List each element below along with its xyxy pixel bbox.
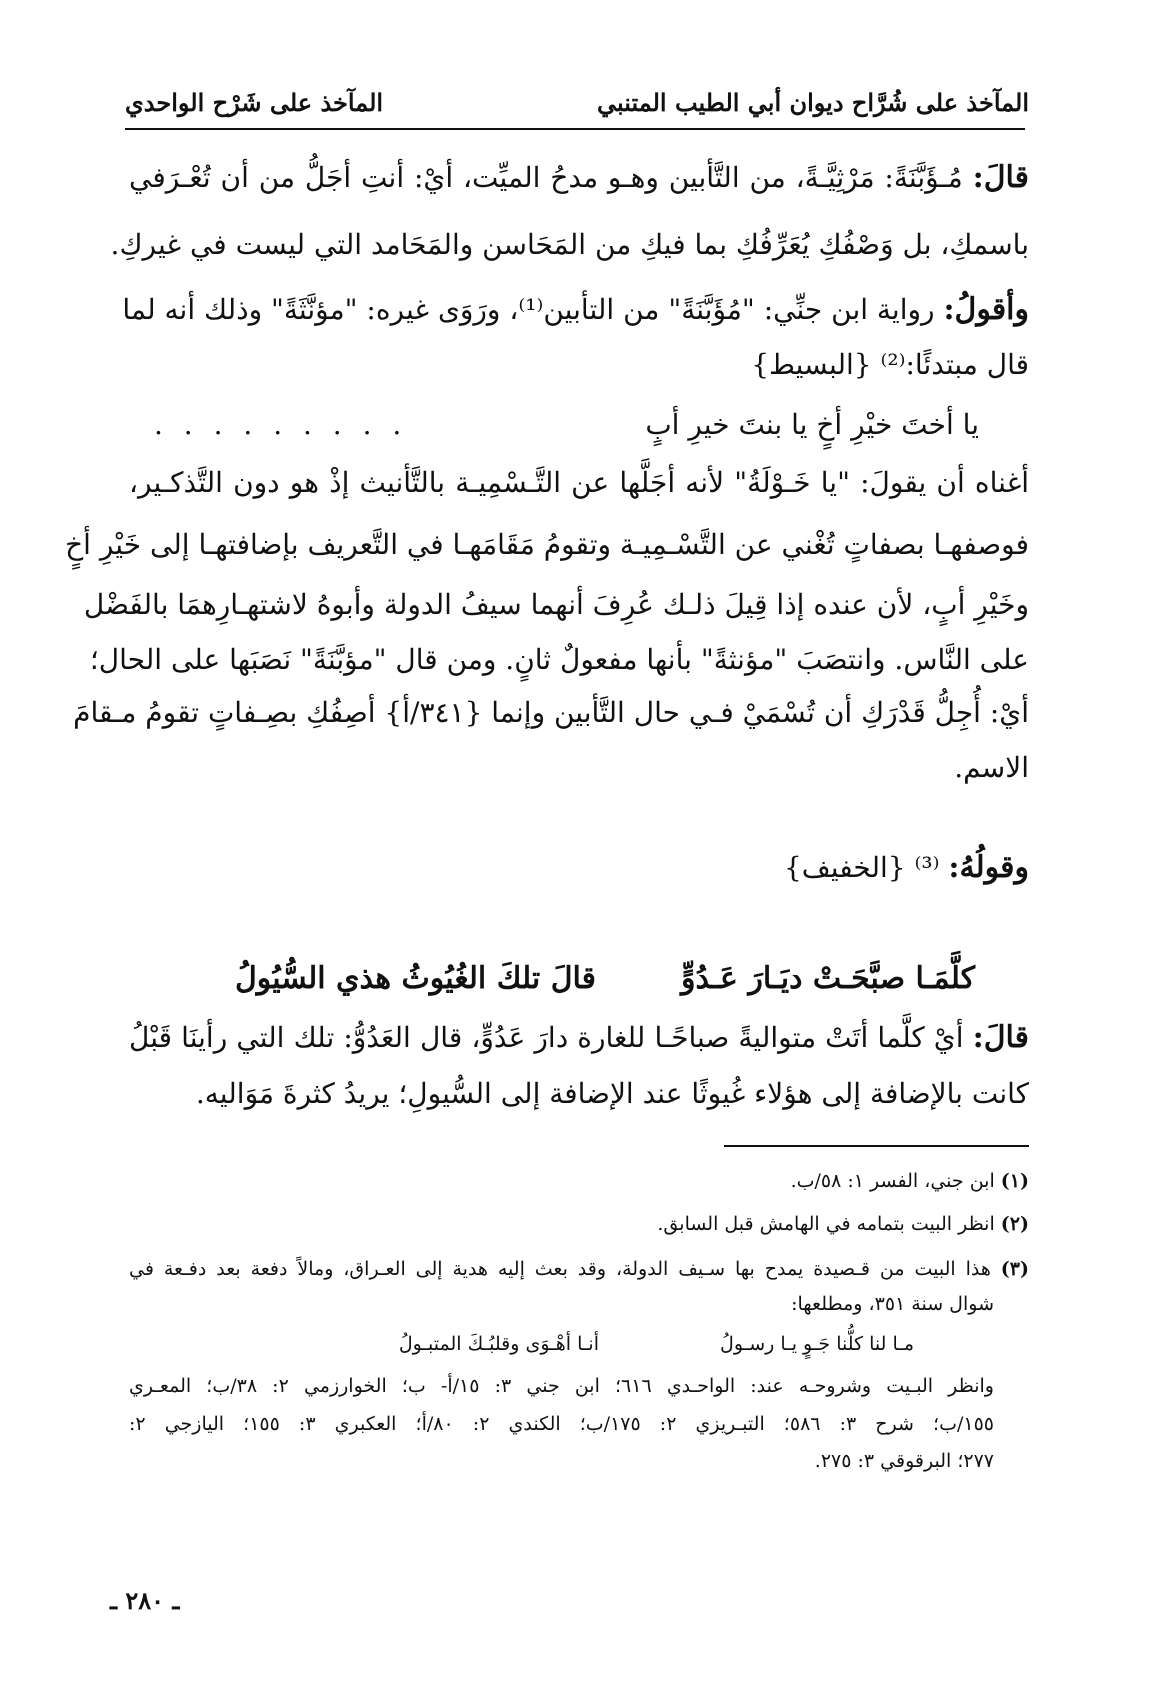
paragraph-line: أيْ: أُجِلُّ قَدْرَكِ أن تُسْمَيْ فـي حال التَّأبين وإنما {٣٤١/أ} أصِفُكِ بصِـفاتٍ تقومُ مـقامَ: [73, 696, 1029, 729]
footnote-number: (٣): [1000, 1258, 1029, 1280]
footnote-3: [129, 1253, 1029, 1285]
verse-line-bold: [125, 955, 1025, 1003]
paragraph-line: كانت بالإضافة إلى هؤلاء غُيوثًا عند الإضافة إلى السُّيولِ؛ يريدُ كثرةَ مَوَاليه.: [195, 1077, 1029, 1110]
footnote-1: [129, 1165, 1029, 1197]
paragraph-line: باسمكِ، بل وَصْفُكِ يُعَرِّفُكِ بما فيكِ من المَحَاسن والمَحَامد التي ليست في غيركِ.: [110, 228, 1029, 261]
footnote-text: وانظر البـيت وشروحـه عند: الواحـدي ٦١٦؛ ابن جني ٣: ١٥/أ- ب؛ الخوارزمي ٢: ٣٨/ب؛ المعـري: [129, 1375, 994, 1397]
paragraph-line: [129, 1018, 1029, 1058]
verse-line: [129, 405, 1029, 445]
lead-word-qala: قالَ:: [972, 160, 1029, 195]
paragraph-line: فوصفهـا بصفاتٍ تُغْني عن التَّسْـمِيـة وتقومُ مَقَامَهـا في التَّعريف بإضافتهـا إلى خَيْرِ أخٍ: [65, 528, 1029, 561]
paragraph-line: الاسم.: [954, 751, 1029, 784]
footnote-verse: [129, 1328, 1029, 1360]
verse-second-hemistich-ellipsis: . . . . . . . . .: [154, 408, 408, 441]
footnote-2: [129, 1208, 1029, 1240]
paragraph-line: وخَيْرِ أبٍ، لأن عنده إذا قِيلَ ذلـك عُرِفَ أنهما سيفُ الدولة وأبوهُ لاشتهـارِهمَا بالفَضْل: [83, 588, 1029, 621]
paragraph-line: [129, 158, 1029, 198]
paragraph-line: أغناه أن يقولَ: "يا خَـوْلَةُ" لأنه أجَلَّها عن التَّـسْمِيـة بالتَّأنيث إذْ هو دون التَّذكـير،: [129, 466, 1029, 499]
paragraph-line: [122, 290, 1029, 330]
lead-word-qawluhu: وقولُهُ:: [948, 850, 1029, 885]
verse-first-hemistich: كلَّمَـا صبَّحَـتْ ديَـارَ عَـدُوٍّ: [680, 961, 975, 996]
verse-second-hemistich: أنـا أهْـوَى وقلبُـكَ المتبـولُ: [398, 1333, 599, 1355]
running-header-book-title: المآخذ على شُرَّاح ديوان أبي الطيب المتنبي: [597, 88, 1029, 117]
running-header-chapter-title: المآخذ على شَرْح الواحدي: [125, 88, 384, 117]
header-divider: [125, 128, 1025, 130]
footnote-text: هذا البيت من قـصيدة يمدح بها سـيف الدولة، وقد بعث إليه هدية إلى العـراق، ومالاً دفعة بعد دفـعة في: [129, 1258, 991, 1280]
footnote-text: انظر البيت بتمامه في الهامش قبل السابق.: [657, 1213, 995, 1235]
footnote-number: (١): [1000, 1170, 1029, 1192]
footnote-divider: [724, 1145, 1029, 1147]
verse-first-hemistich: مـا لنا كلُّنا جَـوٍ يـا رسـولُ: [720, 1333, 914, 1355]
paragraph-text: ⁽³⁾ {الخفيف}: [783, 851, 940, 884]
footnote-number: (٢): [1000, 1213, 1029, 1235]
lead-word-aqulu: وأقولُ:: [943, 292, 1029, 327]
footnote-text: ٢٧٧؛ البرقوقي ٣: ٢٧٥.: [814, 1450, 994, 1472]
verse-first-hemistich: يا أختَ خيْرِ أخٍ يا بنتَ خيرِ أبٍ: [645, 408, 979, 441]
paragraph-line: [129, 848, 1029, 888]
paragraph-line: على النَّاس. وانتصَبَ "مؤنثةً" بأنها مفعولٌ ثانٍ. ومن قال "مؤبَّنَةً" نَصَبَها على الحال؛: [89, 643, 1029, 676]
verse-second-hemistich: قالَ تلكَ الغُيُوثُ هذي السُّيُولُ: [235, 961, 596, 996]
footnote-text: ١٥٥/ب؛ شرح ٣: ٥٨٦؛ التبـريزي ٢: ١٧٥/ب؛ الكندي ٢: ٨٠/أ؛ العكبري ٣: ١٥٥؛ اليازجي ٢:: [129, 1413, 995, 1435]
page-number: ـ ٢٨٠ ـ: [110, 1586, 180, 1615]
paragraph-text: رواية ابن جنِّي: "مُؤَبَّنَةً" من التأبين⁽¹⁾، ورَوَى غيره: "مؤنَّثَةً" وذلك أنه لما: [122, 293, 935, 326]
footnote-text: ابن جني، الفسر ١: ٥٨/ب.: [790, 1170, 995, 1192]
lead-word-qala: قالَ:: [972, 1020, 1029, 1055]
paragraph-line: قال مبتدئًا:⁽²⁾ {البسيط}: [751, 348, 1029, 381]
footnote-text: شوال سنة ٣٥١، ومطلعها:: [791, 1293, 994, 1315]
paragraph-text: أيْ كلَّما أتَتْ متواليةً صباحًـا للغارة دارَ عَدُوٍّ، قال العَدُوُّ: تلك التي رأينَا قَبْلُ: [129, 1021, 964, 1054]
paragraph-text: مُـؤَبَّنَةً: مَرْثِيَّـةً، من التَّأبين وهـو مدحُ الميِّت، أيْ: أنتِ أجَلُّ من أن تُعْـرَفي: [129, 161, 963, 194]
